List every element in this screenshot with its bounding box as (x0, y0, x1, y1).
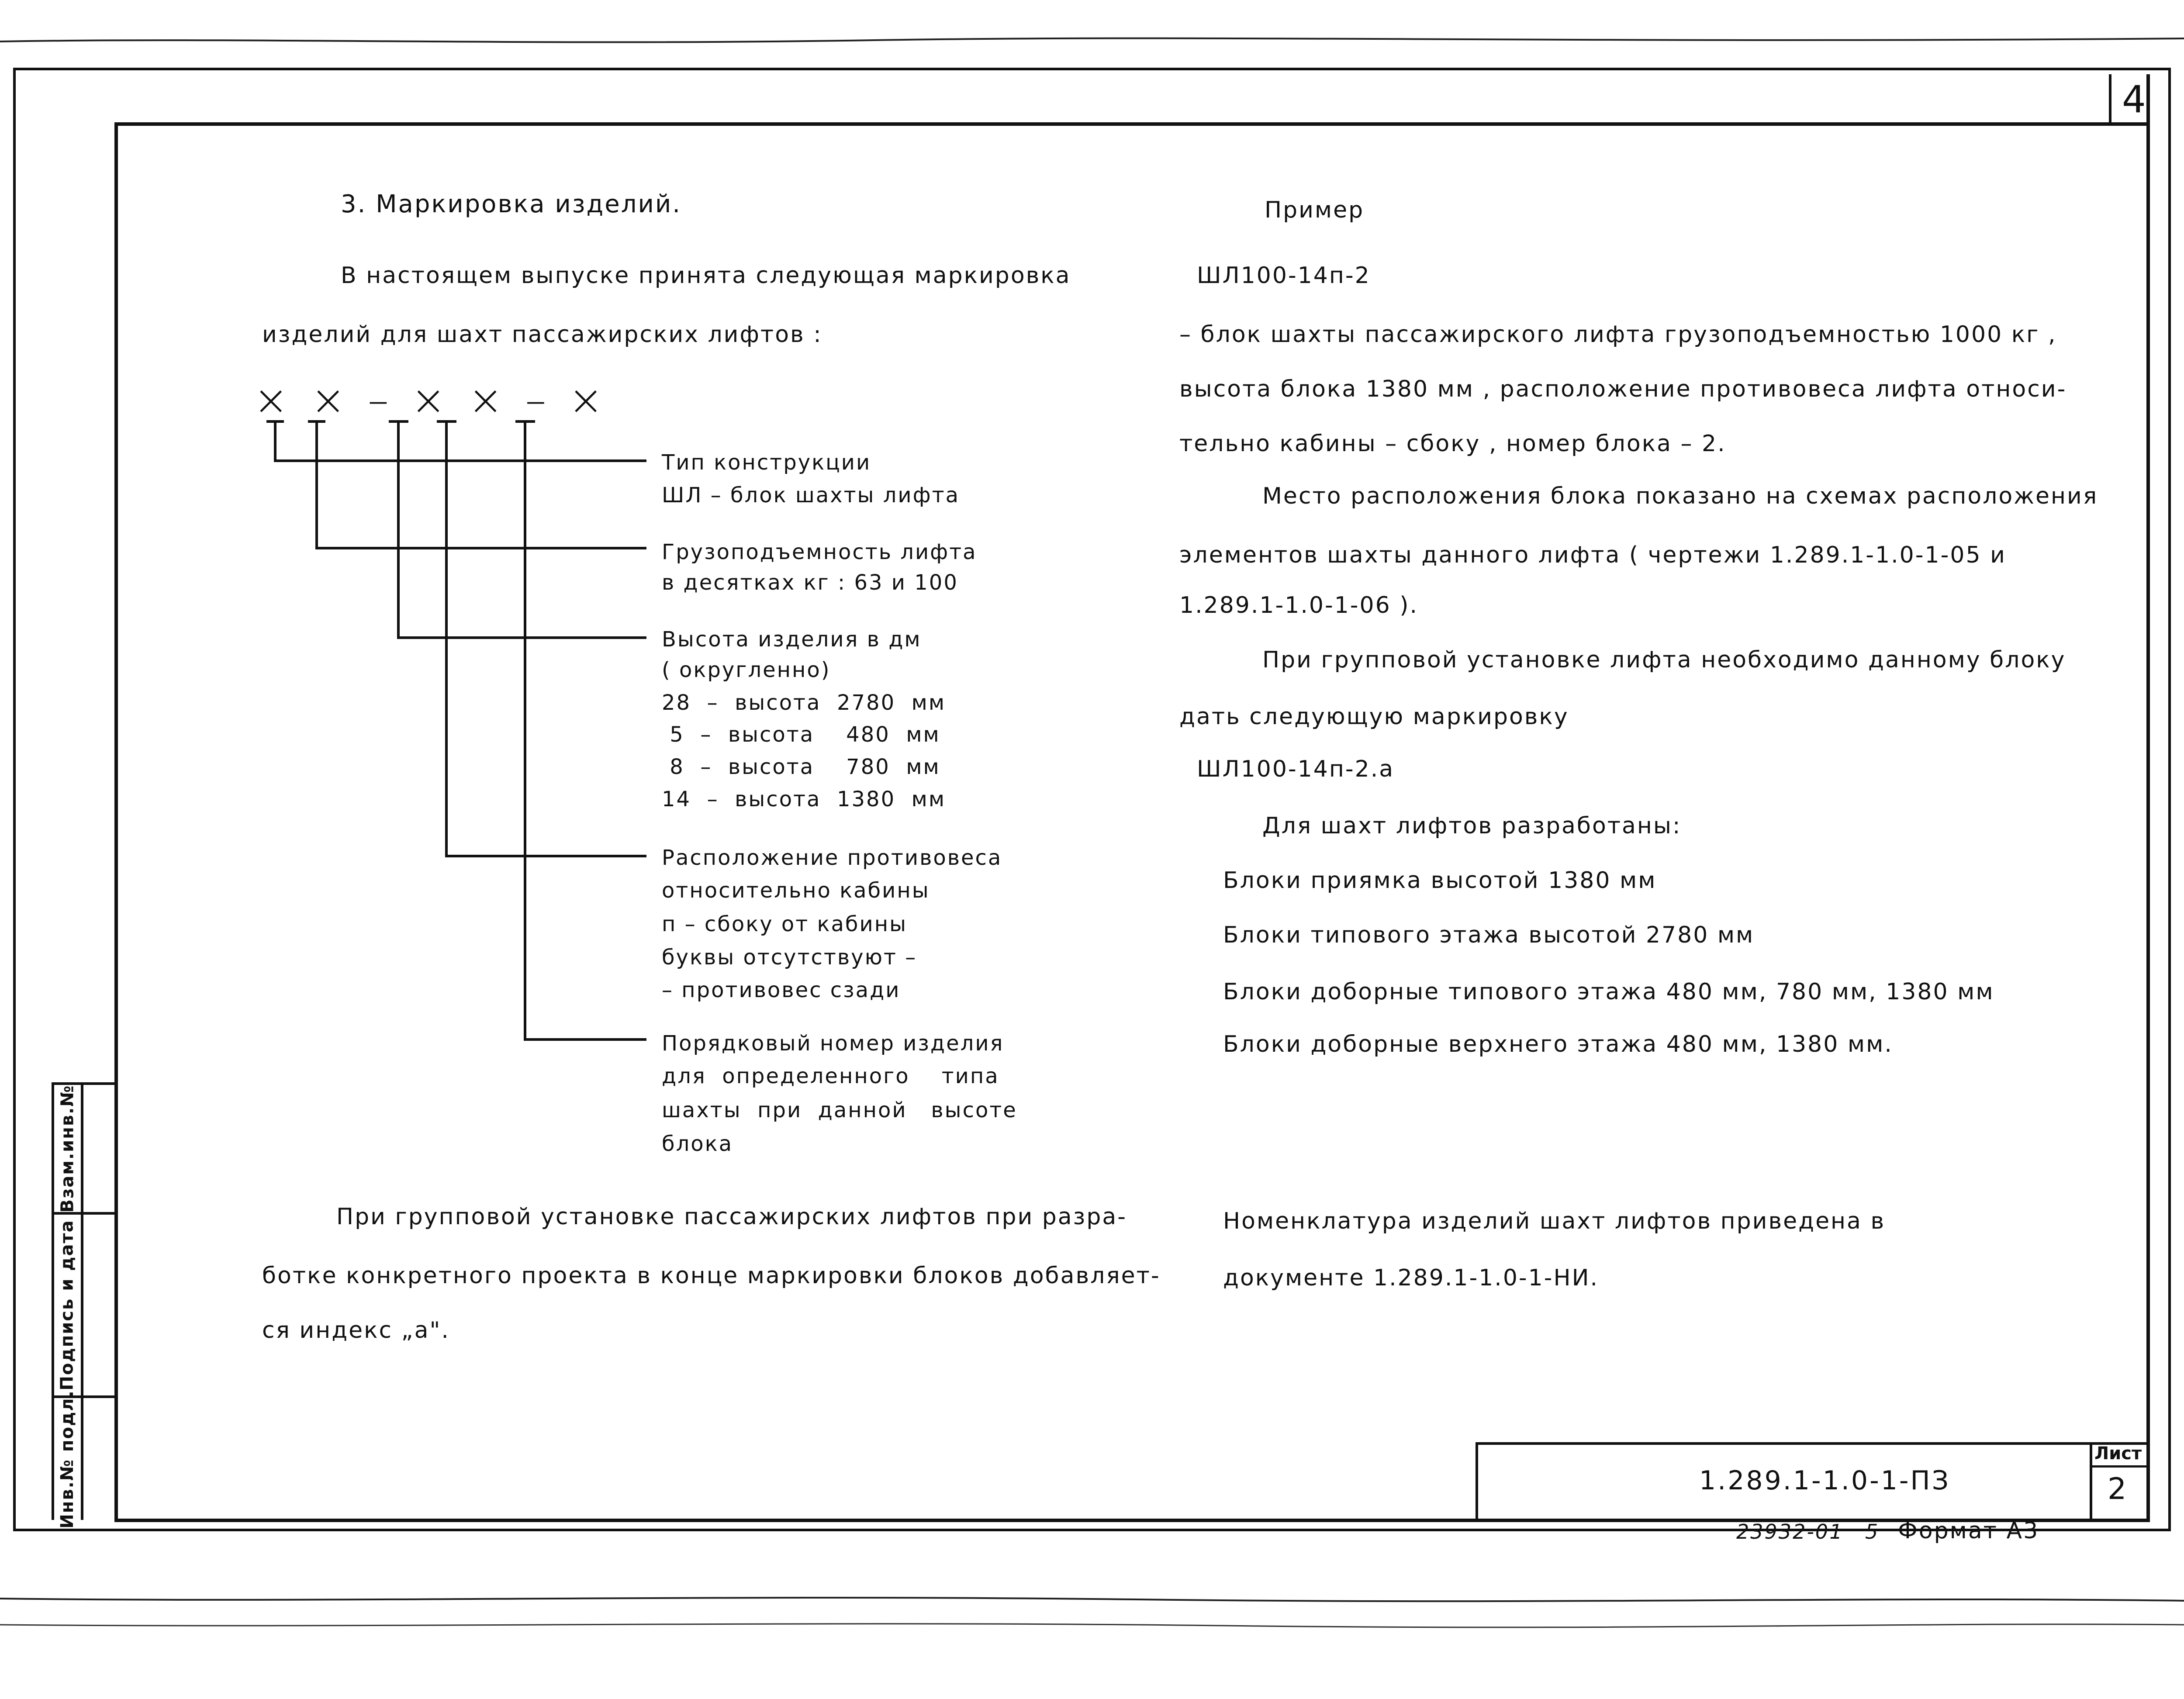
stamp-vzam-inv: Взам.инв.№ (57, 1084, 78, 1213)
nomenclature-line-2: документе 1.289.1-1.0-1-НИ. (1223, 1265, 1599, 1291)
example-group-1: При групповой установке лифта необходимо данному блоку (1262, 647, 2066, 673)
footer-order-number: 23932-01 (1736, 1520, 1844, 1544)
scheme-item-number-line-1: Порядковый номер изделия (662, 1031, 1004, 1056)
developed-item-1: Блоки приямка высотой 1380 мм (1223, 867, 1657, 894)
example-heading: Пример (1265, 197, 1365, 223)
scheme-item-capacity-line-2: в десятках кг : 63 и 100 (662, 570, 958, 595)
stamp-signature-date: Подпись и дата (57, 1219, 77, 1391)
example-code-2: ШЛ100-14п-2.а (1197, 756, 1395, 782)
footer-format: Формат А3 (1898, 1518, 2039, 1544)
scheme-item-height-line-1: Высота изделия в дм (662, 627, 922, 652)
scheme-item-height-line-6: 14 – высота 1380 мм (662, 787, 946, 812)
scheme-item-type-line-2: ШЛ – блок шахты лифта (662, 483, 960, 508)
scheme-item-type-line-1: Тип конструкции (662, 450, 871, 475)
example-desc-2: высота блока 1380 мм , расположение противовеса лифта относи- (1179, 376, 2067, 402)
scheme-item-number-line-4: блока (662, 1132, 733, 1156)
scheme-item-counterweight-line-3: п – сбоку от кабины (662, 912, 907, 936)
example-place-2: элементов шахты данного лифта ( чертежи 1.289.1-1.0-1-05 и (1179, 542, 2006, 568)
title-block-top (1476, 1442, 2146, 1445)
developed-item-3: Блоки доборные типового этажа 480 мм, 780 мм, 1380 мм (1223, 979, 1994, 1005)
intro-line-1: В настоящем выпуске принята следующая маркировка (341, 262, 1071, 289)
bottom-note-line-3: ся индекс „а". (262, 1317, 450, 1343)
bottom-note-line-2: ботке конкретного проекта в конце маркировки блоков добавляет- (262, 1263, 1161, 1289)
bottom-note-line-1: При групповой установке пассажирских лифтов при разра- (336, 1204, 1127, 1230)
title-block-sheet-divider (2090, 1442, 2092, 1521)
title-block-sheet-label-line (2090, 1465, 2146, 1468)
example-desc-3: тельно кабины – сбоку , номер блока – 2. (1179, 431, 1726, 457)
example-place-3: 1.289.1-1.0-1-06 ). (1179, 592, 1419, 618)
intro-line-2: изделий для шахт пассажирских лифтов : (262, 321, 822, 348)
section-title: 3. Маркировка изделий. (341, 190, 682, 218)
scheme-item-counterweight-line-4: буквы отсутствуют – (662, 945, 917, 970)
sheet-label: Лист (2094, 1443, 2142, 1464)
scheme-item-capacity-line-1: Грузоподъемность лифта (662, 540, 977, 564)
title-block-left (1476, 1442, 1478, 1521)
example-group-2: дать следующую маркировку (1179, 704, 1569, 730)
stamp-inv-podl: Инв.№ подл. (57, 1389, 77, 1529)
example-desc-1: – блок шахты пассажирского лифта грузоподъемностью 1000 кг , (1179, 321, 2057, 348)
example-code: ШЛ100-14п-2 (1197, 262, 1371, 289)
example-place-1: Место расположения блока показано на схемах расположения (1262, 483, 2098, 509)
sheet-number: 2 (2108, 1472, 2127, 1506)
developed-item-4: Блоки доборные верхнего этажа 480 мм, 1380 мм. (1223, 1031, 1893, 1057)
scheme-item-number-line-2: для определенного типа (662, 1064, 999, 1088)
developed-heading: Для шахт лифтов разработаны: (1262, 813, 1682, 839)
scheme-item-counterweight-line-2: относительно кабины (662, 878, 930, 903)
scheme-item-height-line-4: 5 – высота 480 мм (662, 722, 940, 747)
nomenclature-line-1: Номенклатура изделий шахт лифтов приведена в (1223, 1208, 1886, 1234)
footer-copy-number: 5 (1865, 1520, 1878, 1544)
scheme-item-height-line-3: 28 – высота 2780 мм (662, 691, 946, 715)
document-code: 1.289.1-1.0-1-ПЗ (1699, 1465, 1951, 1496)
scheme-item-height-line-2: ( округленно) (662, 658, 831, 682)
scheme-item-counterweight-line-5: – противовес сзади (662, 978, 901, 1002)
developed-item-2: Блоки типового этажа высотой 2780 мм (1223, 922, 1755, 948)
scheme-item-height-line-5: 8 – высота 780 мм (662, 755, 940, 779)
sheet-corner-number: 4 (2122, 78, 2146, 121)
marking-pattern: × × – × × – × (253, 376, 608, 425)
scheme-item-counterweight-line-1: Расположение противовеса (662, 846, 1002, 870)
scheme-item-number-line-3: шахты при данной высоте (662, 1098, 1017, 1122)
